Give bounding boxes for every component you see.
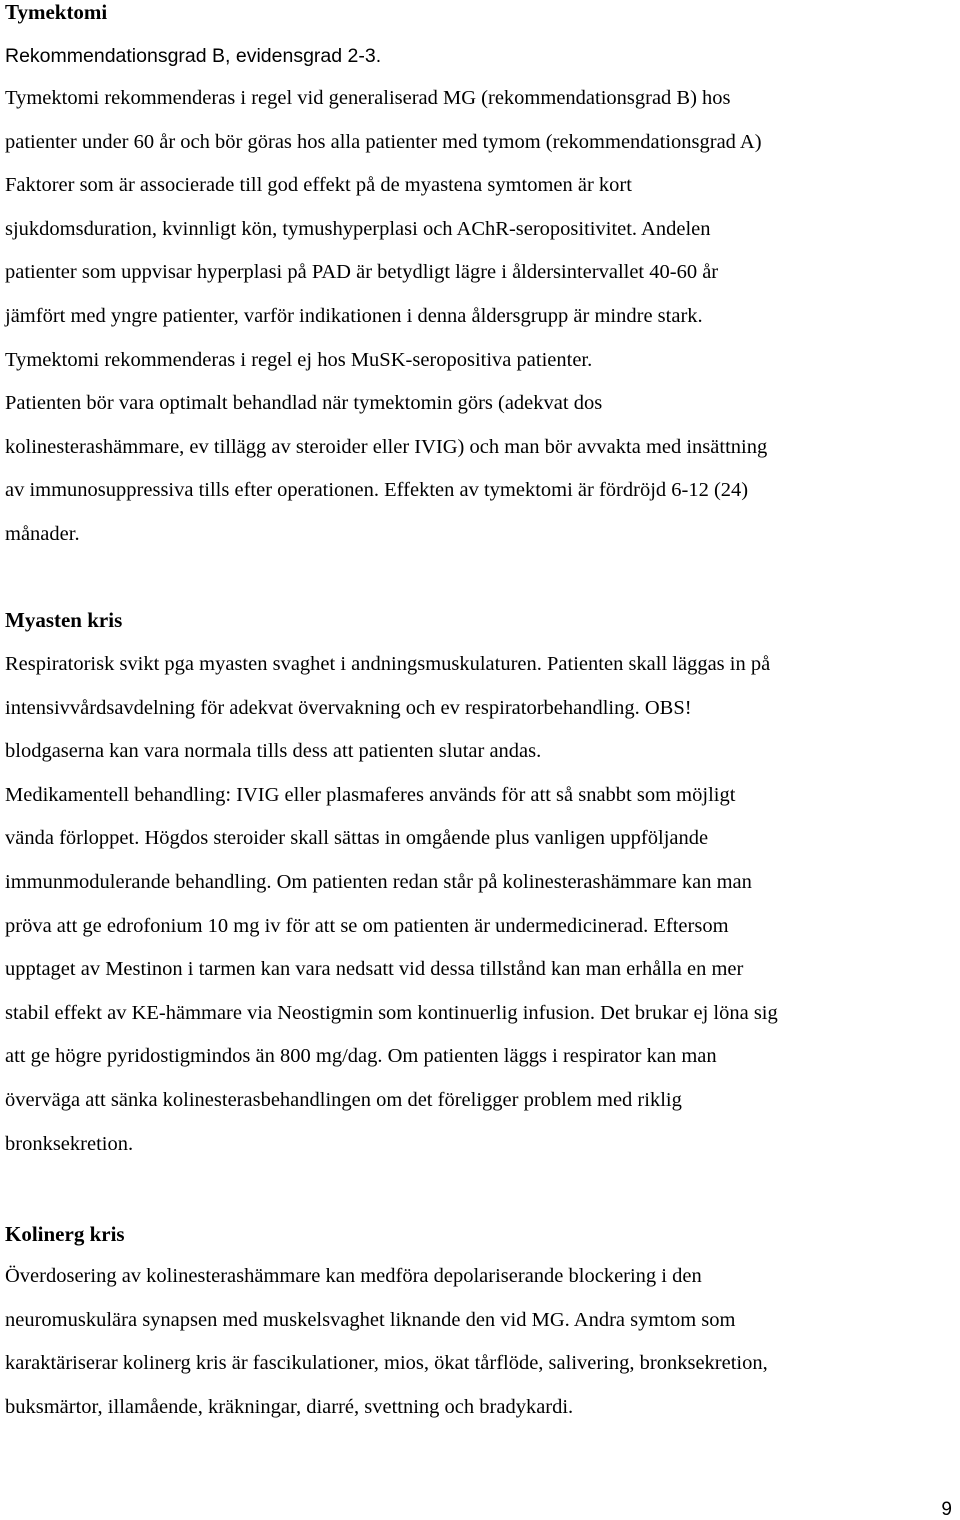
text-line: Medikamentell behandling: IVIG eller plasmaferes används för att så snabbt som möjligt	[5, 783, 736, 806]
section-kolinerg-kris	[5, 1222, 768, 1418]
text-line: buksmärtor, illamående, kräkningar, diarré, svettning och bradykardi.	[5, 1395, 574, 1418]
text-line: vända förloppet. Högdos steroider skall sättas in omgående plus vanligen uppföljande	[5, 827, 709, 850]
text-line: månader.	[5, 522, 80, 545]
text-line: pröva att ge edrofonium 10 mg iv för att se om patienten är undermedicinerad. Eftersom	[5, 914, 729, 937]
section-body	[5, 1255, 768, 1429]
text-line: neuromuskulära synapsen med muskelsvaghet liknande den vid MG. Andra symtom som	[5, 1308, 736, 1331]
section-body	[5, 643, 778, 1166]
section-heading: Myasten kris	[5, 608, 123, 632]
text-line: patienter under 60 år och bör göras hos alla patienter med tymom (rekommendationsgrad A)	[5, 130, 762, 153]
text-line: Överdosering av kolinesterashämmare kan medföra depolariserande blockering i den	[5, 1265, 702, 1287]
recommendation-grade: Rekommendationsgrad B, evidensgrad 2-3.	[5, 45, 382, 67]
text-line: kolinesterashämmare, ev tillägg av steroider eller IVIG) och man bör avvakta med insättning	[5, 435, 768, 458]
text-line: intensivvårdsavdelning för adekvat övervakning och ev respiratorbehandling. OBS!	[5, 696, 692, 719]
text-line: bronksekretion.	[5, 1132, 134, 1155]
text-line: immunmodulerande behandling. Om patienten redan står på kolinesterashämmare kan man	[5, 870, 752, 893]
text-line: blodgaserna kan vara normala tills dess att patienten slutar andas.	[5, 740, 542, 763]
text-line: upptaget av Mestinon i tarmen kan vara nedsatt vid dessa tillstånd kan man erhålla en mer	[5, 958, 744, 981]
text-line: av immunosuppressiva tills efter operationen. Effekten av tymektomi är fördröjd 6-12 (24)	[5, 479, 749, 502]
text-line: Tymektomi rekommenderas i regel ej hos MuSK-seropositiva patienter.	[5, 348, 593, 371]
text-line: stabil effekt av KE-hämmare via Neostigmin som kontinuerlig infusion. Det brukar ej löna sig	[5, 1001, 778, 1024]
text-line: jämfört med yngre patienter, varför indikationen i denna åldersgrupp är mindre stark.	[5, 304, 703, 327]
section-tymektomi	[5, 0, 768, 545]
text-line: patienter som uppvisar hyperplasi på PAD är betydligt lägre i åldersintervallet 40-60 år	[5, 261, 719, 284]
section-myasten-kris	[5, 608, 778, 1155]
text-line: Patienten bör vara optimalt behandlad när tymektomin görs (adekvat dos	[5, 392, 603, 415]
text-line: Tymektomi rekommenderas i regel vid generaliserad MG (rekommendationsgrad B) hos	[5, 87, 731, 109]
section-heading: Kolinerg kris	[5, 1222, 125, 1246]
text-line: Faktorer som är associerade till god effekt på de myastena symtomen är kort	[5, 174, 632, 197]
text-line: att ge högre pyridostigmindos än 800 mg/dag. Om patienten läggs i respirator kan man	[5, 1045, 717, 1068]
text-line: Respiratorisk svikt pga myasten svaghet i andningsmuskulaturen. Patienten skall läggas in på	[5, 653, 771, 675]
text-line: karaktäriserar kolinerg kris är fascikulationer, mios, ökat tårflöde, salivering, bronksekretion,	[5, 1352, 768, 1375]
section-body	[5, 77, 767, 557]
text-line: sjukdomsduration, kvinnligt kön, tymushyperplasi och AChR-seropositivitet. Andelen	[5, 217, 711, 240]
page-number: 9	[941, 1499, 952, 1520]
section-heading: Tymektomi	[5, 0, 108, 24]
text-line: överväga att sänka kolinesterasbehandlingen om det föreligger problem med riklig	[5, 1088, 682, 1111]
